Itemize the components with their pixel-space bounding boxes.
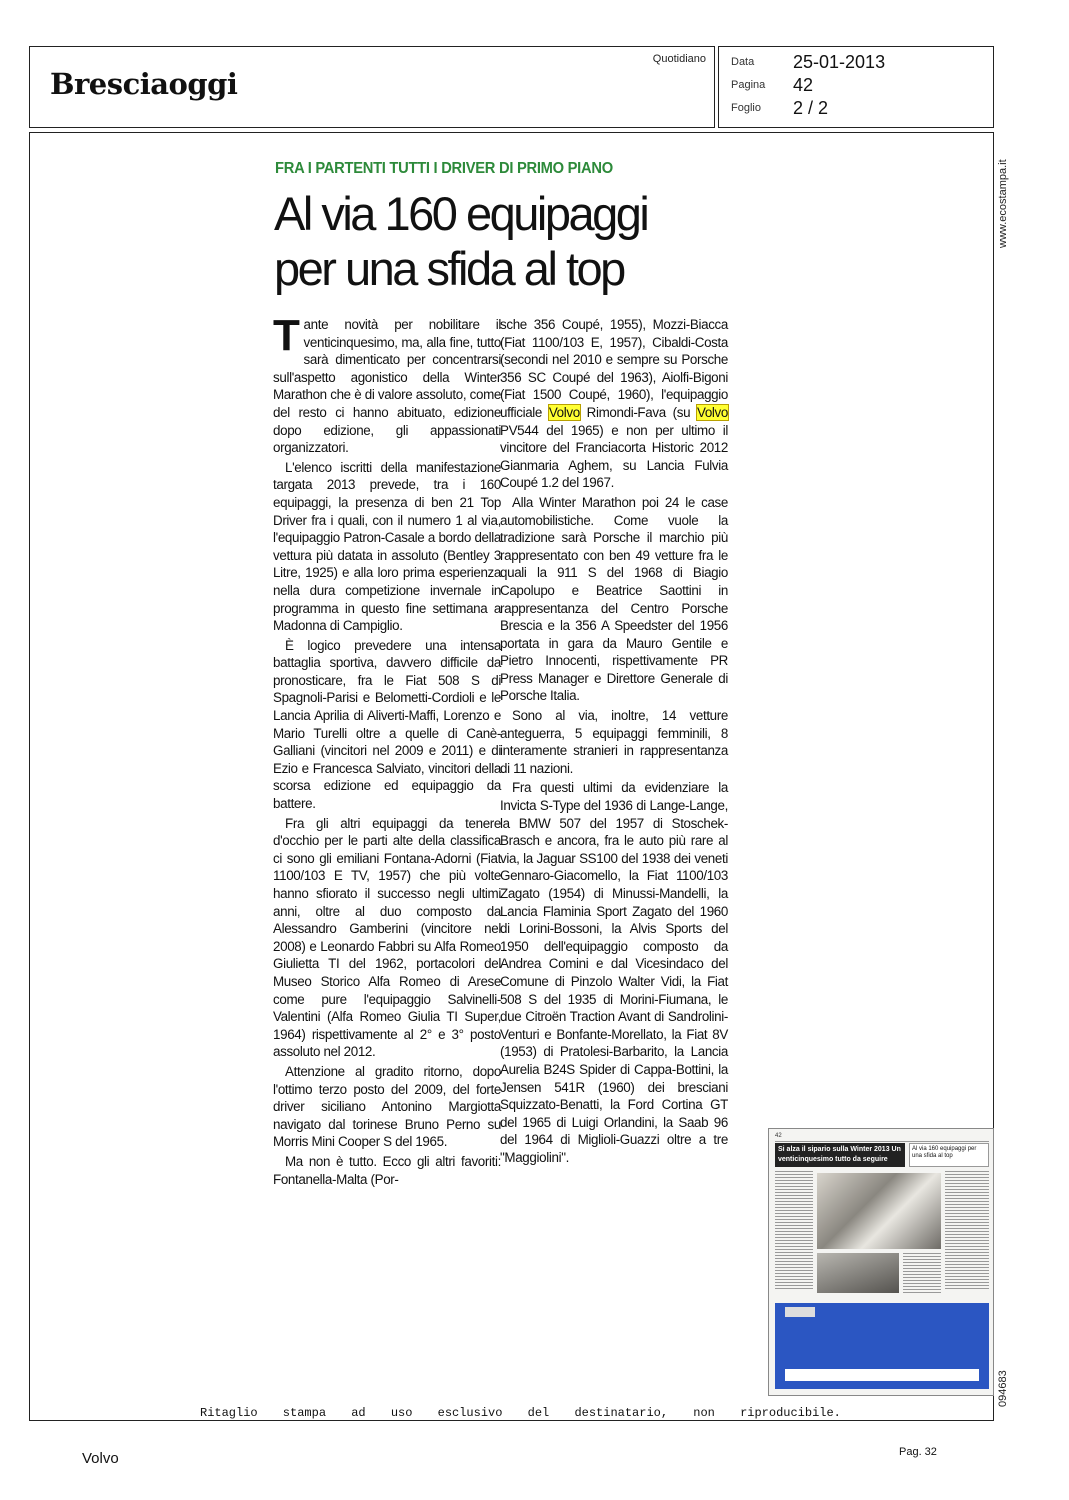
thumb-page-number: 42 <box>775 1133 989 1142</box>
date-value: 25-01-2013 <box>793 51 886 72</box>
headline-line-2: per una sfida al top <box>274 242 624 295</box>
header-meta-box <box>718 46 994 128</box>
thumb-subhead: Al via 160 equipaggi per una sfida al top <box>909 1143 989 1167</box>
paragraph: Ma non è tutto. Ecco gli altri favoriti: Fontanella-Malta (Por- <box>273 1153 501 1187</box>
paragraph: È logico prevedere una intensa battaglia sportiva, davvero difficile da pronosticare, fra le Fiat 508 S di Spagnoli-Parisi e Belometti-Cordioli e le Lancia Aprilia di Aliverti-Maffi, Lorenzo e Mario Turelli oltre a quelle di Canè-Galliani (vincitori nel 2009 e 2011) e di Ezio e Francesca Salviato, vincitori della scorsa edizione ed equipaggio da battere. <box>273 637 501 812</box>
thumb-banner: Si alza il sipario sulla Winter 2013 Un venticinquesimo tutto da seguire <box>775 1143 905 1167</box>
thumb-text-column <box>775 1171 813 1291</box>
paragraph: Alla Winter Marathon poi 24 le case automobilistiche. Come vuole la tradizione sarà Porsche il marchio più rappresentato con ben 49 vetture fra le quali la 911 S del 1968 di Biagio Capolupo e Beatrice Saottini in rappresentanza del Centro Porsche Brescia e la 356 A Speedster del 1956 portata in gara da Mauro Gentile e Pietro Innocenti, rispettivamente PR Press Manager e Direttore Generale di Porsche Italia. <box>500 494 728 704</box>
thumb-photo-small <box>817 1253 899 1293</box>
paragraph <box>500 316 728 492</box>
thumb-text-column <box>903 1253 941 1293</box>
disclaimer: Ritaglio stampa ad uso esclusivo del destinatario, non riproducibile. <box>200 1406 841 1420</box>
highlight-volvo: Volvo <box>548 404 580 420</box>
meta-date <box>731 50 885 74</box>
article-column-1 <box>273 311 501 1190</box>
article-kicker: FRA I PARTENTI TUTTI I DRIVER DI PRIMO PIANO <box>275 160 613 177</box>
paragraph-text: sche 356 Coupé, 1955), Mozzi-Biacca (Fiat 1100/103 E, 1957), Cibaldi-Costa (secondi nel 2010 e sempre su Porsche 356 SC Coupé del 1963), Aiolfi-Bigoni (Fiat 1500 Coupé, 1960), l'equipaggio ufficiale <box>500 317 728 420</box>
highlight-volvo: Volvo <box>696 404 728 420</box>
sheet-value: 2 / 2 <box>793 97 829 118</box>
paragraph: Sono al via, inoltre, 14 vetture anteguerra, 5 equipaggi femminili, 8 interamente stranieri in rappresentanza di 11 nazioni. <box>500 708 728 776</box>
paragraph: Fra gli altri equipaggi da tenere d'occhio per le parti alte della classifica ci sono gli emiliani Fontana-Adorni (Fiat 1100/103 E TV, 1957) che più volte hanno sfiorato il successo negli ultimi anni, oltre al duo composto da Alessandro Gamberini (vincitore nel 2008) e Leonardo Fabbri su Alfa Romeo Giulietta TI del 1962, portacolori del Museo Storico Alfa Romeo di Arese come pure l'equipaggio Salvinelli-Valentini (Alfa Romeo Giulia TI Super, 1964) rispettivamente al 2° e 3° posto assoluto nel 2012. <box>273 815 501 1060</box>
paragraph: Fra questi ultimi da evidenziare la Invicta S-Type del 1936 di Lange-Lange, la BMW 507 del 1957 di Stoschek-Brasch e ancora, fra le auto più rare al via, la Jaguar SS100 del 1938 dei veneti Gennaro-Giacomello, la Fiat 1100/103 Zagato (1954) di Minussi-Mandelli, la Lancia Flaminia Sport Zagato del 1960 di Lorini-Bossoni, la Alvis Sports del 1950 dell'equipaggio composto da Andrea Comini e dal Vicesindaco del Comune di Pinzolo Walter Vidi, la Fiat 508 S del 1935 di Morini-Fiumana, le due Citroën Traction Avant di Sandrolini-Venturi e Bonfante-Morellato, la Fiat 8V (1953) di Pratolesi-Barbarito, la Lancia Aurelia B24S Spider di Cappa-Bottini, la Jensen 541R (1960) dei bresciani Squizzato-Benatti, la Ford Cortina GT del 1965 di Luigi Orlandini, la Saab 96 del 1964 di Miglioli-Guazzi oltre a tre "Maggiolini". <box>500 780 728 1165</box>
paragraph: Attenzione al gradito ritorno, dopo l'ottimo terzo posto del 2009, del forte driver siciliano Antonino Margiotta navigato dal torinese Bruno Perno su Morris Mini Cooper S del 1965. <box>273 1063 501 1150</box>
meta-sheet <box>731 96 828 120</box>
thumb-text-column <box>945 1171 989 1291</box>
article-headline <box>274 186 647 296</box>
publication-type: Quotidiano <box>652 53 706 65</box>
page-thumbnail <box>768 1128 994 1396</box>
thumb-advertisement <box>775 1303 989 1389</box>
thumb-photo <box>817 1173 941 1249</box>
paragraph: L'elenco iscritti della manifestazione targata 2013 prevede, tra i 160 equipaggi, la presenza di ben 21 Top Driver fra i quali, con il numero 1 al via, l'equipaggio Patron-Casale a bordo della vettura più datata in assoluto (Bentley 3 Litre, 1925) e alla loro prima esperienza nella dura competizione invernale in programma in questo fine settimana a Madonna di Campiglio. <box>273 459 501 634</box>
side-code: 094683 <box>997 1370 1009 1407</box>
thumb-ad-logo <box>785 1307 815 1317</box>
footer-brand: Volvo <box>82 1450 119 1467</box>
paragraph-text: PV544 del 1965) e non per ultimo il vincitore del Franciacorta Historic 2012 Gianmaria Aghem, su Lancia Fulvia Coupé 1.2 del 1967. <box>500 422 728 491</box>
side-url: www.ecostampa.it <box>997 159 1009 248</box>
page-value: 42 <box>793 74 814 95</box>
footer-page-number: Pag. 32 <box>899 1446 937 1458</box>
sheet-label: Foglio <box>731 102 761 114</box>
page-label: Pagina <box>731 79 766 91</box>
thumb-ad-sponsor-strip <box>785 1369 979 1381</box>
meta-page <box>731 73 813 97</box>
drop-cap: T <box>273 311 300 360</box>
masthead: Bresciaoggi <box>50 67 238 101</box>
article-column-2 <box>500 316 728 1169</box>
paragraph-text: Rimondi-Fava (su <box>579 404 697 420</box>
paragraph-text: ante novità per nobilitare il venticinquesimo, ma, alla fine, tutto sarà dimenticato per concentrarsi sull'aspetto agonistico della Winter Marathon che è di valore assoluto, come del resto ci hanno abituato, edizione dopo edizione, gli appassionati organizzatori. <box>273 317 501 456</box>
header-left-box <box>29 46 715 128</box>
paragraph <box>273 311 501 457</box>
headline-line-1: Al via 160 equipaggi <box>274 187 648 240</box>
date-label: Data <box>731 56 755 68</box>
